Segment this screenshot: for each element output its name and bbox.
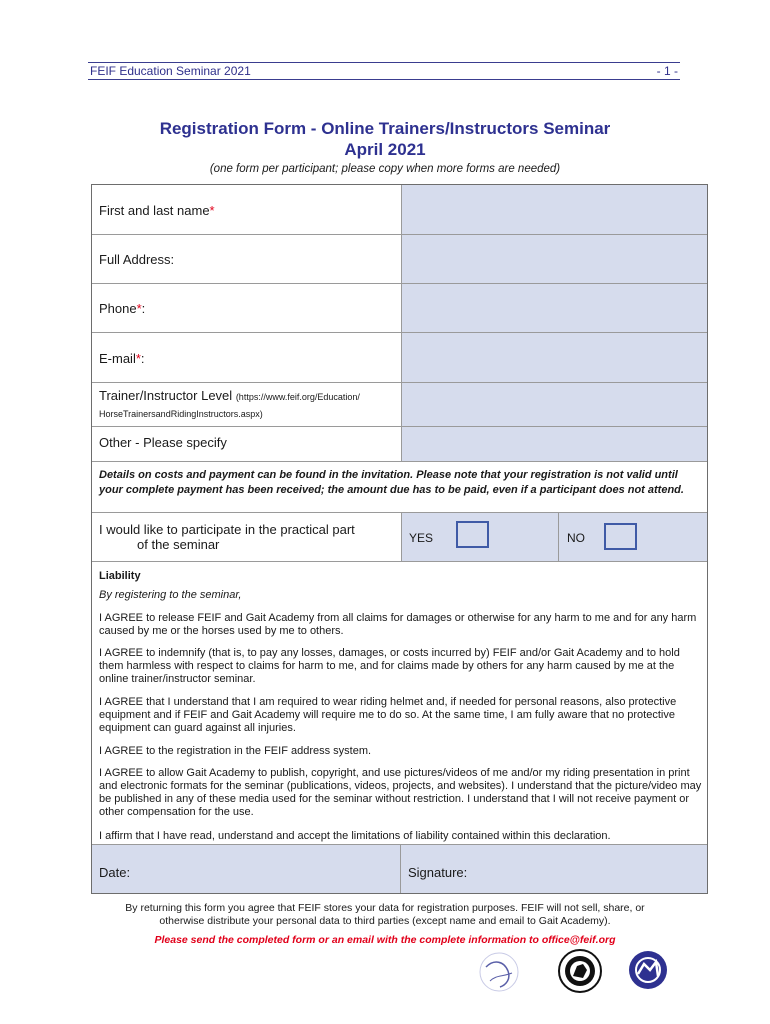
no-label: NO (567, 531, 585, 545)
row-name (92, 185, 707, 235)
yes-checkbox[interactable] (456, 521, 489, 548)
level-input[interactable] (401, 383, 707, 426)
other-input[interactable] (401, 427, 707, 461)
payment-details: Details on costs and payment can be found in the invitation. Please note that your registration is not valid until your complete payment has been received; the amount due has to be paid, even if a participant does not attend. (99, 469, 684, 496)
liability-p2: I AGREE to indemnify (that is, to pay any losses, damages, or costs incurred by) FEIF and/or Gait Academy and to hold them harmless with respect to claims for harm to me, and for claims made by others for any harm caused by me at the online trainer/instructor seminar. (99, 647, 680, 685)
yes-label: YES (409, 531, 434, 545)
row-other (92, 427, 707, 462)
liability-intro: By registering to the seminar, (99, 589, 242, 601)
gait-academy-logo-icon (478, 951, 520, 993)
row-practical (92, 513, 707, 562)
other-label: Other - Please specify (99, 435, 227, 450)
name-input[interactable] (401, 185, 707, 234)
header-title: FEIF Education Seminar 2021 (90, 64, 251, 78)
phone-input[interactable] (401, 284, 707, 332)
liability-p6: I affirm that I have read, understand and accept the limitations of liability contained within this declaration. (99, 830, 611, 842)
send-instructions: Please send the completed form or an email with the complete information to office@feif.org (154, 934, 616, 946)
registration-form (91, 184, 708, 894)
liability-p1: I AGREE to release FEIF and Gait Academy from all claims for damages or otherwise for any harm to me and for any harm caused by me or the horses used by me to others. (99, 612, 697, 637)
liability-section (92, 562, 707, 845)
page-number: - 1 - (656, 64, 678, 78)
liability-p5: I AGREE to allow Gait Academy to publish, copyright, and use pictures/videos of me and/or my riding presentation in print and electronic formats for the seminar (publications, videos, projects, and websites). I understand that the picture/video may be published in any of these media used for the seminar without restriction. I understand that I will not receive payment or other compensation for the use. (99, 767, 702, 818)
privacy-note-1: By returning this form you agree that FEIF stores your data for registration purposes. FEIF will not sell, share, or (125, 902, 645, 914)
row-sign (92, 845, 707, 893)
row-email (92, 333, 707, 383)
row-level (92, 383, 707, 427)
address-label: Full Address: (99, 252, 175, 267)
feif-logo-icon (628, 950, 668, 990)
row-phone (92, 284, 707, 333)
liability-p3: I AGREE that I understand that I am required to wear riding helmet and, if needed for personal reasons, also protective equipment and if FEIF and Gait Academy will require me to do so. At the same time, I am fully aware that no protective equipment can guard against all injuries. (99, 696, 677, 734)
privacy-note-2: otherwise distribute your personal data to third parties (except name and email to Gait Academy). (159, 915, 611, 927)
row-details (92, 462, 707, 513)
name-label: First and last name* (99, 203, 215, 218)
page-header (88, 62, 680, 80)
phone-label: Phone*: (99, 301, 146, 316)
liability-title: Liability (99, 570, 141, 582)
date-label: Date: (99, 865, 131, 880)
signature-field[interactable] (401, 845, 707, 893)
form-title: Registration Form - Online Trainers/Instructors Seminar (159, 119, 611, 138)
email-input[interactable] (401, 333, 707, 382)
liability-p4: I AGREE to the registration in the FEIF address system. (99, 745, 372, 757)
no-checkbox[interactable] (604, 523, 637, 550)
form-subtitle: (one form per participant; please copy when more forms are needed) (209, 163, 561, 175)
row-address (92, 235, 707, 284)
practical-label: I would like to participate in the practical part of the seminar (99, 522, 355, 552)
association-seal-icon (557, 948, 603, 994)
form-date: April 2021 (344, 140, 426, 159)
level-label: Trainer/Instructor Level (https://www.feif.org/Education/ HorseTrainersandRidingInstructors.aspx) (99, 388, 360, 419)
address-input[interactable] (401, 235, 707, 283)
yes-cell (401, 513, 558, 561)
email-label: E-mail*: (99, 351, 145, 366)
signature-label: Signature: (408, 865, 468, 880)
date-field[interactable] (92, 845, 401, 893)
no-cell (558, 513, 707, 561)
